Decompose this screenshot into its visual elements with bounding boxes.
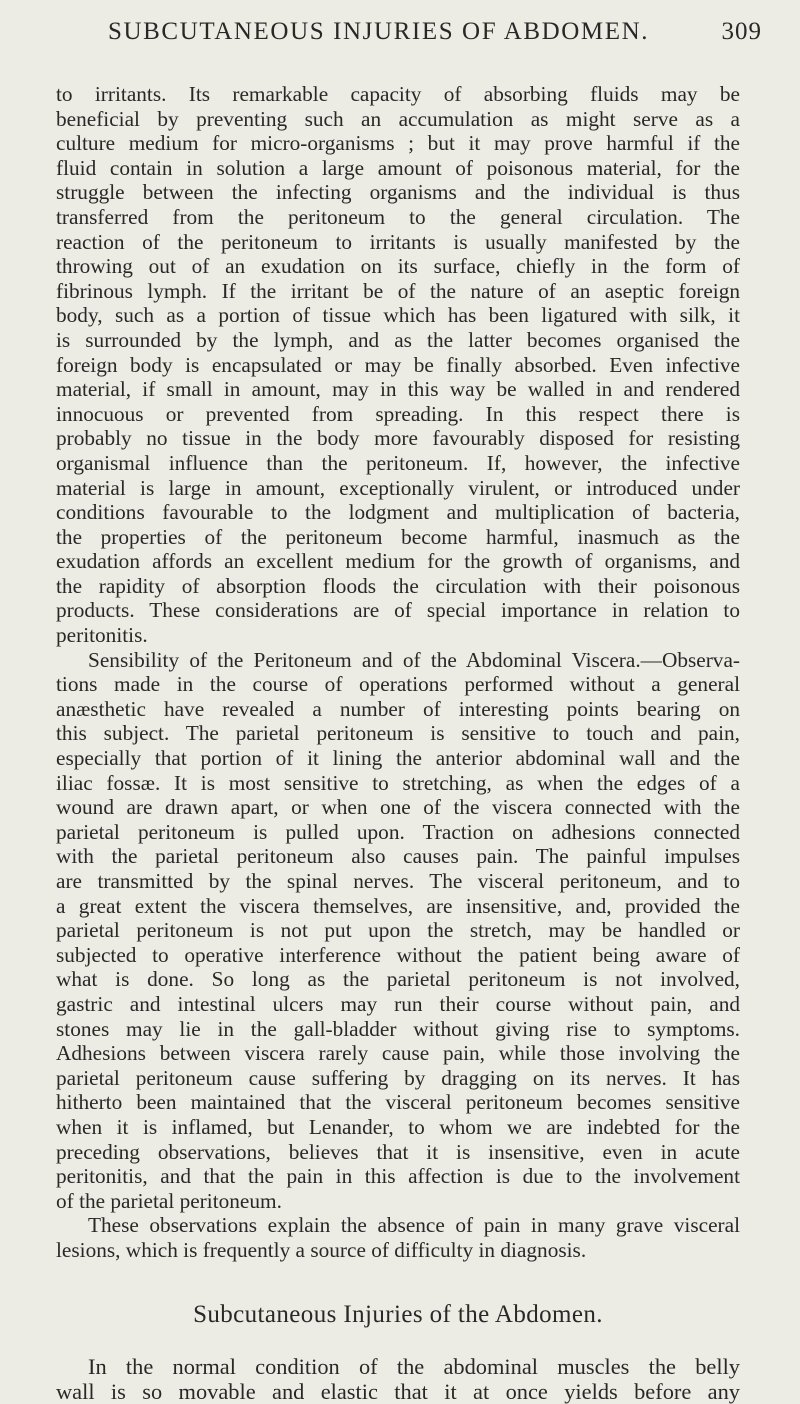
section [56, 1303, 740, 1404]
text-line: gastric and intestinal ulcers may run their course without pain, and [56, 992, 740, 1017]
text-line: transferred from the peritoneum to the general circulation. The [56, 205, 740, 230]
text-line: anæsthetic have revealed a number of interesting points bearing on [56, 697, 740, 722]
text-line: throwing out of an exudation on its surface, chiefly in the form of [56, 254, 740, 279]
text-line: probably no tissue in the body more favourably disposed for resisting [56, 426, 740, 451]
text-line: tions made in the course of operations performed without a general [56, 672, 740, 697]
text-line: preceding observations, believes that it is insensitive, even in acute [56, 1140, 740, 1165]
text-line: this subject. The parietal peritoneum is sensitive to touch and pain, [56, 721, 740, 746]
text-line: culture medium for micro-organisms ; but it may prove harmful if the [56, 131, 740, 156]
text-line: a great extent the viscera themselves, are insensitive, and, provided the [56, 894, 740, 919]
text-line: struggle between the infecting organisms and the individual is thus [56, 180, 740, 205]
text-line: body, such as a portion of tissue which has been ligatured with silk, it [56, 303, 740, 328]
text-line: the rapidity of absorption floods the circulation with their poisonous [56, 574, 740, 599]
text-line: organismal influence than the peritoneum. If, however, the infective [56, 451, 740, 476]
text-line: fluid contain in solution a large amount of poisonous material, for the [56, 156, 740, 181]
text-line: beneficial by preventing such an accumulation as might serve as a [56, 107, 740, 132]
text-line: peritonitis, and that the pain in this affection is due to the involvement [56, 1164, 740, 1189]
running-title: SUBCUTANEOUS INJURIES OF ABDOMEN. [108, 18, 649, 46]
text-line: parietal peritoneum is pulled upon. Traction on adhesions connected [56, 820, 740, 845]
text-line: when it is inflamed, but Lenander, to whom we are indebted for the [56, 1115, 740, 1140]
text-line: In the normal condition of the abdominal muscles the belly [56, 1355, 740, 1380]
text-line: subjected to operative interference without the patient being aware of [56, 943, 740, 968]
running-head [108, 18, 762, 46]
text-line: innocuous or prevented from spreading. In this respect there is [56, 402, 740, 427]
text-line: peritonitis. [56, 623, 740, 648]
text-line: reaction of the peritoneum to irritants is usually manifested by the [56, 230, 740, 255]
paragraphs [56, 82, 740, 1263]
text-line: parietal peritoneum cause suffering by dragging on its nerves. It has [56, 1066, 740, 1091]
text-line: foreign body is encapsulated or may be finally absorbed. Even infective [56, 353, 740, 378]
text-line: what is done. So long as the parietal peritoneum is not involved, [56, 967, 740, 992]
paragraph [56, 82, 740, 648]
text-line: of the parietal peritoneum. [56, 1189, 740, 1214]
text-line: Sensibility of the Peritoneum and of the Abdominal Viscera.—Observa- [56, 648, 740, 673]
text-line: conditions favourable to the lodgment and multiplication of bacteria, [56, 500, 740, 525]
page-number: 309 [722, 18, 763, 46]
text-line: parietal peritoneum is not put upon the stretch, may be handled or [56, 918, 740, 943]
text-line: Adhesions between viscera rarely cause pain, while those involving the [56, 1041, 740, 1066]
text-line: is surrounded by the lymph, and as the latter becomes organised the [56, 328, 740, 353]
text-line: the properties of the peritoneum become harmful, inasmuch as the [56, 525, 740, 550]
text-line: iliac fossæ. It is most sensitive to stretching, as when the edges of a [56, 771, 740, 796]
text-line: to irritants. Its remarkable capacity of absorbing fluids may be [56, 82, 740, 107]
text-line: hitherto been maintained that the visceral peritoneum becomes sensitive [56, 1090, 740, 1115]
text-line: wall is so movable and elastic that it at once yields before any [56, 1380, 740, 1404]
text-line: These observations explain the absence of pain in many grave visceral [56, 1213, 740, 1238]
text-line: products. These considerations are of special importance in relation to [56, 598, 740, 623]
text-line: especially that portion of it lining the anterior abdominal wall and the [56, 746, 740, 771]
body-text [56, 82, 740, 1404]
section-gap [56, 1263, 740, 1303]
text-line: fibrinous lymph. If the irritant be of the nature of an aseptic foreign [56, 279, 740, 304]
text-line: material, if small in amount, may in this way be walled in and rendered [56, 377, 740, 402]
text-line: exudation affords an excellent medium for the growth of organisms, and [56, 549, 740, 574]
text-line: material is large in amount, exceptionally virulent, or introduced under [56, 476, 740, 501]
paragraph [56, 648, 740, 1214]
section-paragraph [56, 1355, 740, 1404]
text-line: wound are drawn apart, or when one of the viscera connected with the [56, 795, 740, 820]
text-line: with the parietal peritoneum also causes pain. The painful impulses [56, 844, 740, 869]
section-heading: Subcutaneous Injuries of the Abdomen. [56, 1303, 740, 1328]
text-line: stones may lie in the gall-bladder without giving rise to symptoms. [56, 1017, 740, 1042]
text-line: lesions, which is frequently a source of difficulty in diagnosis. [56, 1238, 740, 1263]
paragraph [56, 1213, 740, 1262]
text-line: are transmitted by the spinal nerves. The visceral peritoneum, and to [56, 869, 740, 894]
